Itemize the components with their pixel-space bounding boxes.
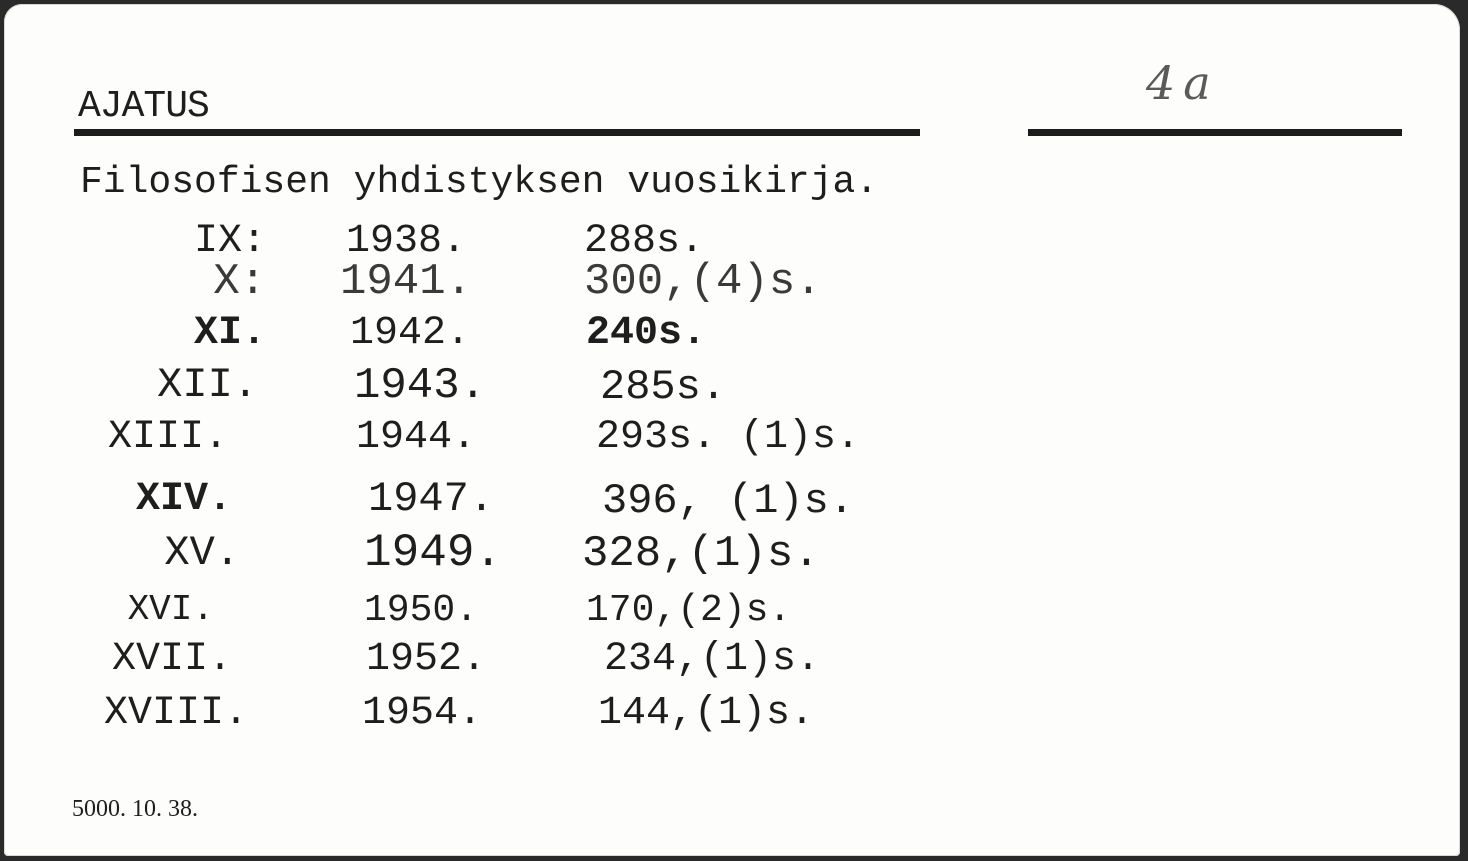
volume-number: XV. — [164, 529, 240, 577]
volume-year: 1952. — [366, 637, 487, 682]
volume-year: 1944. — [356, 415, 477, 460]
volume-pages: 396, (1)s. — [602, 477, 855, 525]
volume-year: 1950. — [364, 589, 479, 632]
volume-pages: 293s. (1)s. — [596, 415, 861, 460]
volume-pages: 144,(1)s. — [598, 691, 815, 736]
catalog-card — [4, 4, 1460, 856]
volume-year: 1954. — [362, 691, 483, 736]
volume-number: XII. — [157, 361, 258, 409]
heading-rule-left — [74, 129, 920, 136]
volume-year: 1941. — [340, 257, 473, 307]
volume-number: XVIII. — [103, 691, 248, 736]
volume-year: 1942. — [350, 311, 471, 356]
volume-pages: 328,(1)s. — [582, 529, 820, 579]
heading-rule-right — [1028, 129, 1402, 136]
volume-number: XI. — [193, 311, 266, 356]
volume-pages: 300,(4)s. — [584, 257, 822, 307]
volume-year: 1938. — [346, 219, 467, 264]
volume-number: XVI. — [127, 589, 214, 630]
volume-year: 1943. — [354, 361, 487, 411]
volume-pages: 288s. — [584, 219, 705, 264]
volume-number: X: — [213, 257, 266, 307]
volume-pages: 170,(2)s. — [586, 589, 792, 632]
volume-number: IX: — [193, 219, 266, 264]
volume-pages: 285s. — [600, 363, 727, 411]
volume-number: XVII. — [111, 637, 232, 682]
card-subtitle: Filosofisen yhdistyksen vuosikirja. — [80, 161, 879, 204]
volume-year: 1949. — [364, 527, 503, 579]
volume-year: 1947. — [368, 475, 495, 523]
print-run-code: 5000. 10. 38. — [72, 796, 198, 822]
volume-pages: 234,(1)s. — [604, 637, 821, 682]
volume-pages: 240s. — [586, 311, 707, 356]
card-heading: AJATUS — [78, 85, 209, 128]
volume-number: XIV. — [135, 477, 232, 522]
volume-number: XIII. — [107, 415, 228, 460]
shelf-mark-handwritten: 4a — [1146, 56, 1219, 110]
